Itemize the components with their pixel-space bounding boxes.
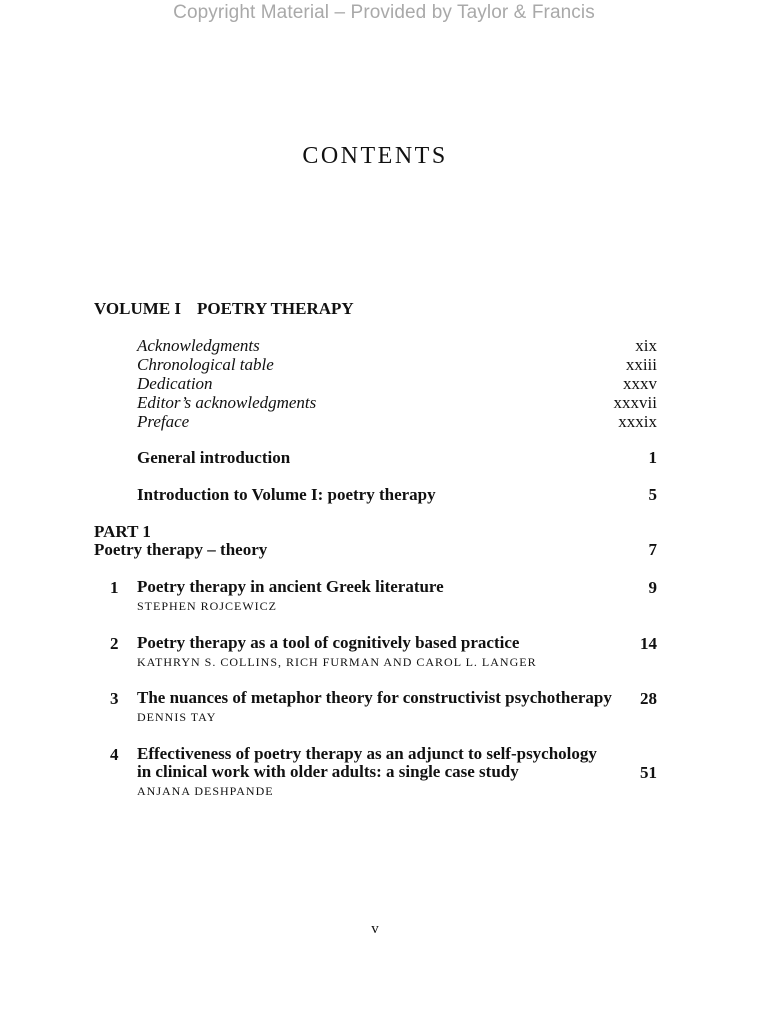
- toc-entry-editors-acknowledgments[interactable]: [137, 393, 657, 412]
- volume-number: VOLUME I: [94, 299, 182, 318]
- toc-entry-page: xxiii: [625, 355, 657, 374]
- toc-entry-chronological-table[interactable]: [137, 355, 657, 374]
- chapter-page: 28: [640, 689, 657, 708]
- toc-entry-page: 1: [648, 448, 657, 467]
- chapter-number: 3: [110, 689, 119, 708]
- chapter-title-line: in clinical work with older adults: a single case study: [137, 762, 519, 781]
- toc-entry-label: Preface: [137, 412, 190, 431]
- chapter-author: KATHRYN S. COLLINS, RICH FURMAN AND CAROL L. LANGER: [137, 655, 537, 669]
- part-heading[interactable]: [94, 523, 657, 559]
- toc-entry-label: Acknowledgments: [137, 336, 260, 355]
- toc-entry-label: Introduction to Volume I: poetry therapy: [137, 485, 436, 504]
- chapter-title: The nuances of metaphor theory for constructivist psychotherapy: [137, 688, 612, 707]
- chapter-title: [137, 745, 617, 781]
- toc-entry-page: xix: [635, 336, 657, 355]
- toc-entry-volume-introduction[interactable]: [137, 485, 657, 504]
- chapter-number: 2: [110, 634, 119, 653]
- chapter-author: DENNIS TAY: [137, 710, 217, 724]
- chapter-author: STEPHEN ROJCEWICZ: [137, 599, 277, 613]
- toc-entry-acknowledgments[interactable]: [137, 336, 657, 355]
- volume-name: POETRY THERAPY: [197, 299, 354, 318]
- chapter-page: 51: [640, 763, 657, 782]
- chapter-entry[interactable]: [94, 745, 657, 799]
- toc-entry-label: General introduction: [137, 448, 291, 467]
- chapter-number: 4: [110, 745, 119, 764]
- chapter-entry[interactable]: [94, 634, 657, 670]
- part-title: Poetry therapy – theory: [94, 540, 268, 559]
- chapter-entry[interactable]: [94, 689, 657, 725]
- chapter-title: Poetry therapy as a tool of cognitively based practice: [137, 633, 520, 652]
- toc-entry-page: xxxv: [623, 374, 657, 393]
- toc-entry-page: 5: [648, 485, 657, 504]
- chapter-page: 14: [640, 634, 657, 653]
- chapter-number: 1: [110, 578, 119, 597]
- toc-entry-preface[interactable]: [137, 412, 657, 431]
- toc-entry-page: xxxvii: [613, 393, 657, 412]
- toc-entry-general-introduction[interactable]: [137, 448, 657, 467]
- toc-entry-label: Editor’s acknowledgments: [137, 393, 317, 412]
- page-title: CONTENTS: [302, 143, 448, 169]
- toc-entry-dedication[interactable]: [137, 374, 657, 393]
- chapter-author: ANJANA DESHPANDE: [137, 784, 274, 798]
- copyright-watermark: Copyright Material – Provided by Taylor & Francis: [173, 2, 595, 23]
- volume-heading: [94, 299, 354, 319]
- page-number: v: [371, 921, 379, 937]
- toc-entry-label: Chronological table: [137, 355, 274, 374]
- part-page: 7: [648, 540, 657, 559]
- toc-entry-label: Dedication: [137, 374, 213, 393]
- part-label: PART 1: [94, 522, 151, 541]
- chapter-entry[interactable]: [94, 578, 657, 614]
- chapter-title-line: Effectiveness of poetry therapy as an adjunct to self-psychology: [137, 744, 597, 763]
- chapter-title: Poetry therapy in ancient Greek literature: [137, 577, 444, 596]
- chapter-page: 9: [648, 578, 657, 597]
- toc-entry-page: xxxix: [618, 412, 657, 431]
